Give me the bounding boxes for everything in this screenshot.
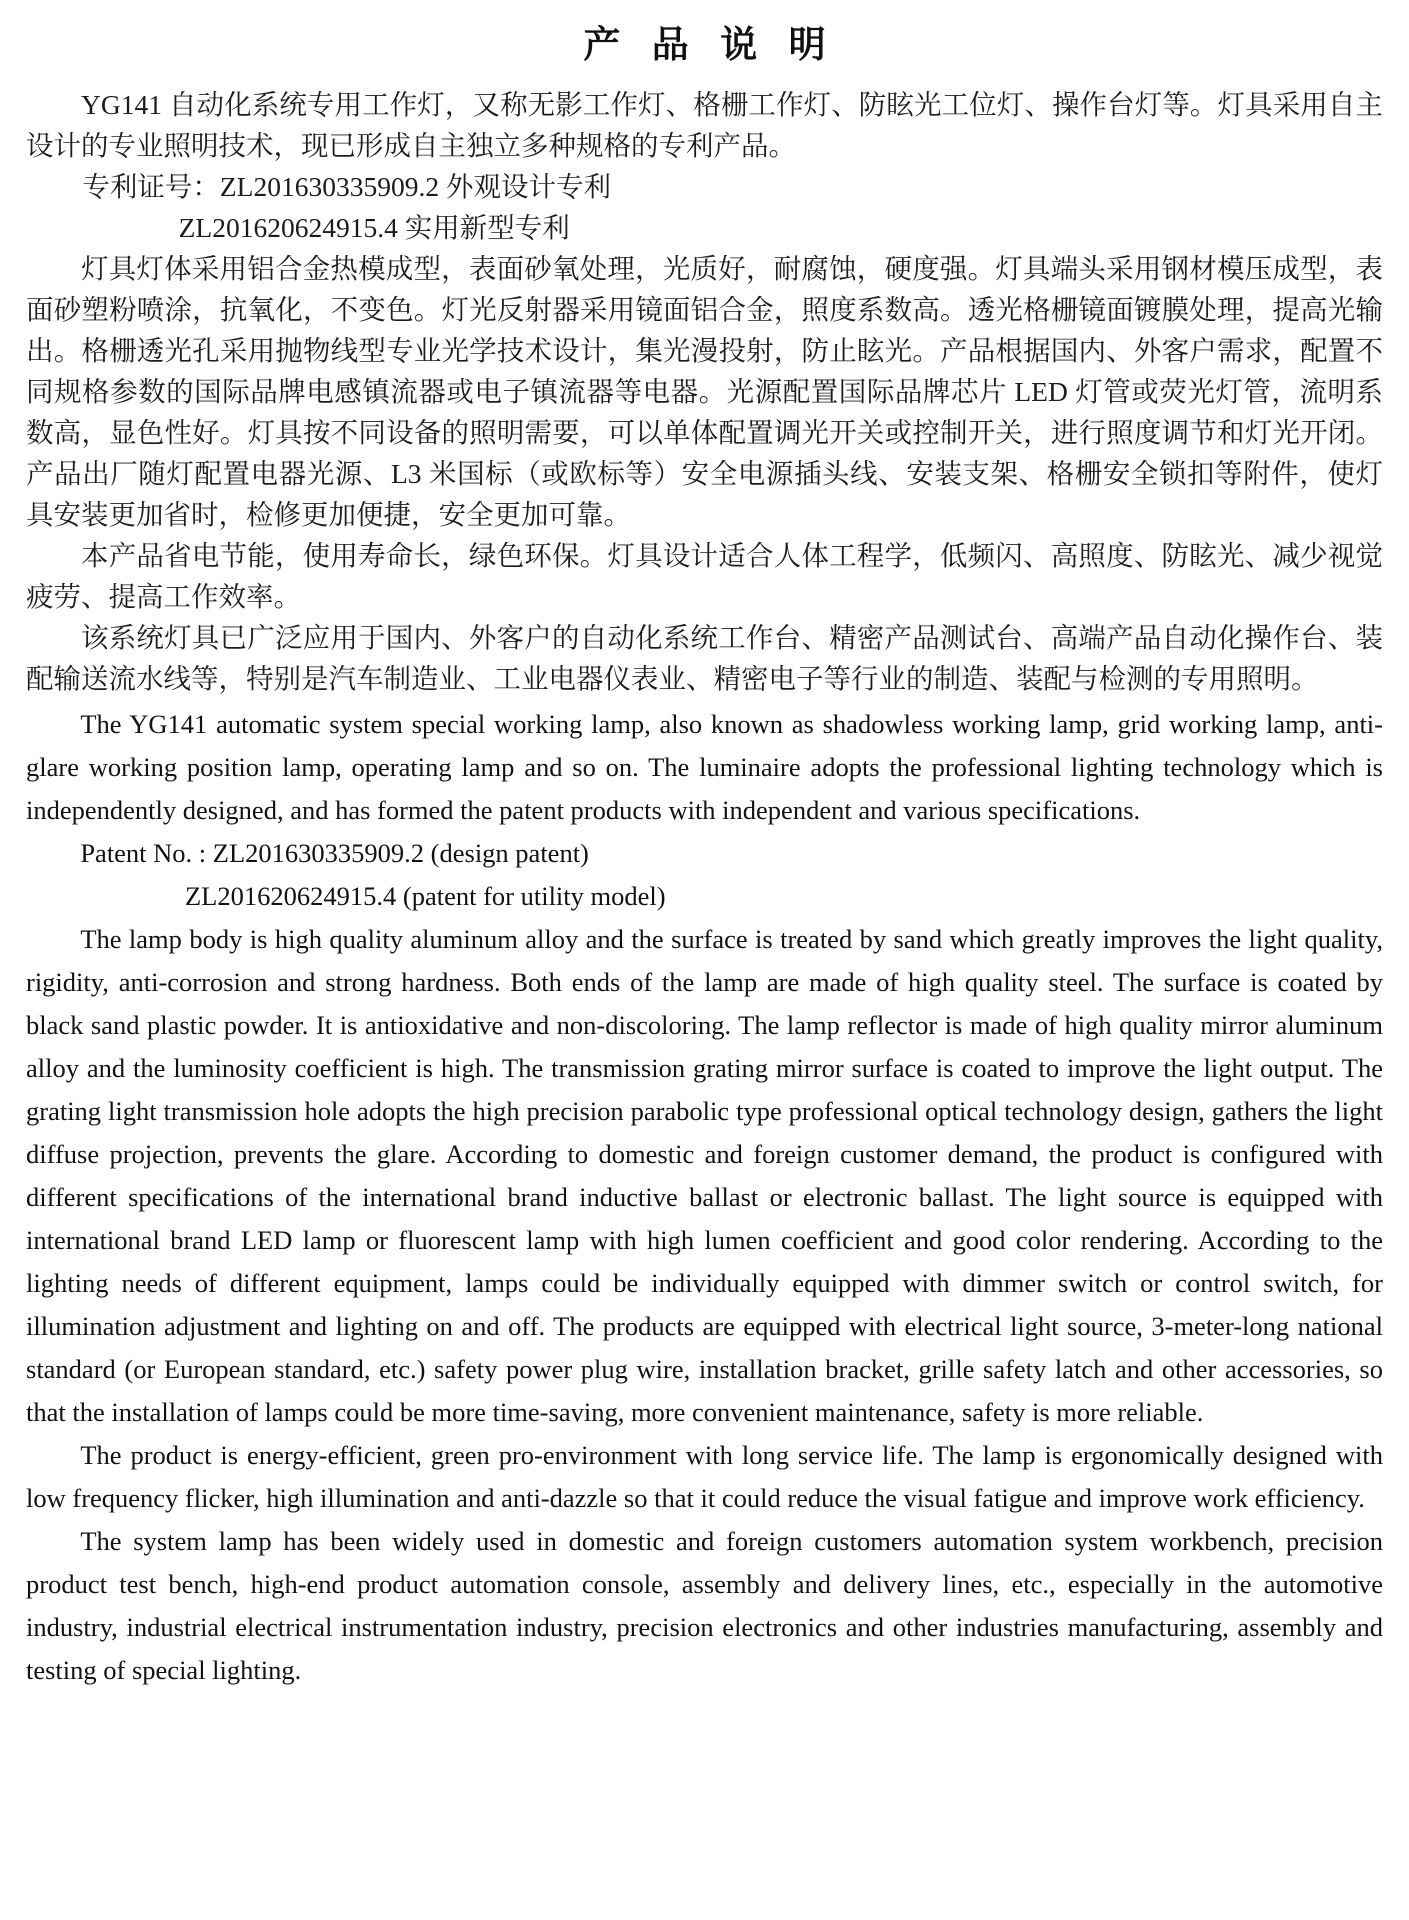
english-body-paragraph-1: The lamp body is high quality aluminum alloy and the surface is treated by sand which greatly improves the light quality, rigidity, anti-corrosion and strong hardness. Both ends of the lamp are made of high quality steel. The surface is coated by black sand plastic powder. It is antioxidative and non-discoloring. The lamp reflector is made of high quality mirror aluminum alloy and the luminosity coefficient is high. The transmission grating mirror surface is coated to improve the light output. The grating light transmission hole adopts the high precision parabolic type professional optical technology design, gathers the light diffuse projection, prevents the glare. According to domestic and foreign customer demand, the product is configured with different specifications of the international brand inductive ballast or electronic ballast. The light source is equipped with international brand LED lamp or fluorescent lamp with high lumen coefficient and good color rendering. According to the lighting needs of different equipment, lamps could be individually equipped with dimmer switch or control switch, for illumination adjustment and lighting on and off. The products are equipped with electrical light source, 3-meter-long national standard (or European standard, etc.) safety power plug wire, installation bracket, grille safety latch and other accessories, so that the installation of lamps could be more time-saving, more convenient maintenance, safety is more reliable. <box>26 924 1383 1428</box>
chinese-body-paragraph-1: 灯具灯体采用铝合金热模成型，表面砂氧处理，光质好，耐腐蚀，硬度强。灯具端头采用钢材模压成型，表面砂塑粉喷涂，抗氧化，不变色。灯光反射器采用镜面铝合金，照度系数高。透光格栅镜面镀膜处理，提高光输出。格栅透光孔采用抛物线型专业光学技术设计，集光漫投射，防止眩光。产品根据国内、外客户需求，配置不同规格参数的国际品牌电感镇流器或电子镇流器等电器。光源配置国际品牌芯片 LED 灯管或荧光灯管，流明系数高，显色性好。灯具按不同设备的照明需要，可以单体配置调光开关或控制开关，进行照度调节和灯光开闭。产品出厂随灯配置电器光源、L3 米国标（或欧标等）安全电源插头线、安装支架、格栅安全锁扣等附件，使灯具安装更加省时，检修更加便捷，安全更加可靠。 <box>26 253 1383 531</box>
page-title: 产 品 说 明 <box>583 25 837 66</box>
chinese-patent-label: 专利证号： <box>82 171 220 203</box>
chinese-body-paragraph-2: 本产品省电节能，使用寿命长，绿色环保。灯具设计适合人体工程学，低频闪、高照度、防眩光、减少视觉疲劳、提高工作效率。 <box>26 540 1383 613</box>
chinese-intro-paragraph: YG141 自动化系统专用工作灯，又称无影工作灯、格栅工作灯、防眩光工位灯、操作台灯等。灯具采用自主设计的专业照明技术，现已形成自主独立多种规格的专利产品。 <box>26 89 1383 162</box>
english-body-paragraph-3: The system lamp has been widely used in domestic and foreign customers automation system workbench, precision product test bench, high-end product automation console, assembly and delivery lines, etc., especially in the automotive industry, industrial electrical instrumentation industry, precision electronics and other industries manufacturing, assembly and testing of special lighting. <box>26 1526 1383 1686</box>
english-patent-line-2: ZL201620624915.4 (patent for utility model) <box>185 881 666 912</box>
chinese-body-paragraph-3: 该系统灯具已广泛应用于国内、外客户的自动化系统工作台、精密产品测试台、高端产品自动化操作台、装配输送流水线等，特别是汽车制造业、工业电器仪表业、精密电子等行业的制造、装配与检测的专用照明。 <box>26 622 1383 695</box>
chinese-patent-line-2: ZL201620624915.4 实用新型专利 <box>178 212 570 244</box>
english-intro-paragraph: The YG141 automatic system special working lamp, also known as shadowless working lamp, grid working lamp, anti-glare working position lamp, operating lamp and so on. The luminaire adopts the professional lighting technology which is independently designed, and has formed the patent products with independent and various specifications. <box>26 709 1383 826</box>
english-body-paragraph-2: The product is energy-efficient, green pro-environment with long service life. The lamp is ergonomically designed with low frequency flicker, high illumination and anti-dazzle so that it could reduce the visual fatigue and improve work efficiency. <box>26 1440 1383 1514</box>
english-patent-line-1: Patent No. : ZL201630335909.2 (design patent) <box>80 838 589 869</box>
chinese-patent-line-1 <box>26 166 1383 207</box>
chinese-patent-number-1: ZL201630335909.2 外观设计专利 <box>219 171 611 203</box>
